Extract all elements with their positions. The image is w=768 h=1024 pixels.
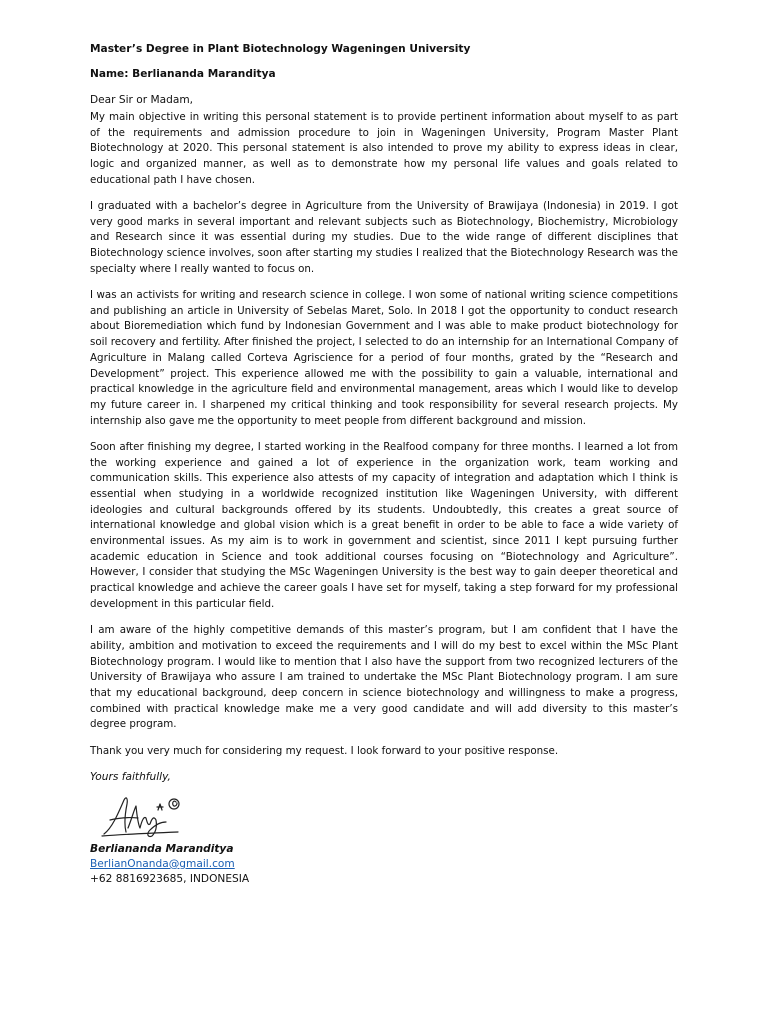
paragraph-objective: My main objective in writing this personal statement is to provide pertinent information about myself to as part of the requirements and admission procedure to join in Wageningen University, Program Master Plant Biotechnology at 2020. This personal statement is also intended to prove my ability to express ideas in clear, logic and organized manner, as well as to demonstrate how my personal life values and goals related to educational path I have chosen. xyxy=(90,111,678,186)
signer-name: Berliananda Maranditya xyxy=(90,842,234,855)
paragraph-education: I graduated with a bachelor’s degree in Agriculture from the University of Brawijaya (Indonesia) in 2019. I got very good marks in several important and relevant subjects such as Biotechnology, Biochemistry, Microbiology and Research since it was essential during my studies. Due to the wide range of different disciplines that Biotechnology science involves, soon after starting my studies I realized that the Biotechnology Research was the specialty where I really wanted to focus on. xyxy=(90,200,678,275)
phone-number: +62 8816923685, INDONESIA xyxy=(90,872,250,885)
closing-line: Yours faithfully, xyxy=(90,770,171,783)
salutation: Dear Sir or Madam, xyxy=(90,94,194,106)
applicant-name-line: Name: Berliananda Maranditya xyxy=(90,68,276,80)
paragraph-thanks: Thank you very much for considering my request. I look forward to your positive response. xyxy=(90,744,559,757)
letter-page xyxy=(90,42,678,887)
paragraph-research: I was an activists for writing and research science in college. I won some of national writing science competitions and publishing an article in University of Sebelas Maret, Solo. In 2018 I got the opportunity to conduct research about Bioremediation which fund by Indonesian Government and I was able to make product biotechnology for soil recovery and fertility. After finished the project, I selected to do an internship for an International Company of Agriculture in Malang called Corteva Agriscience for a period of four months, grated by the “Research and Development” project. This experience allowed me with the possibility to gain a valuable, international and practical knowledge in the agriculture field and environmental management, areas which I would like to develop my future career in. I sharpened my critical thinking and took responsibility for several research projects. My internship also gave me the opportunity to meet people from different background and mission. xyxy=(90,289,678,427)
email-link[interactable]: BerlianOnanda@gmail.com xyxy=(90,857,235,870)
paragraph-motivation: I am aware of the highly competitive demands of this master’s program, but I am confident that I have the ability, ambition and motivation to exceed the requirements and I will do my best to excel within the MSc Plant Biotechnology program. I would like to mention that I also have the support from two recognized lecturers of the University of Brawijaya who assure I am trained to undertake the MSc Plant Biotechnology program. I am sure that my educational background, deep concern in science biotechnology and willingness to make a progress, combined with practical knowledge make me a very good candidate and will add diversity to this master’s degree program. xyxy=(90,624,678,731)
paragraph-work-experience: Soon after finishing my degree, I started working in the Realfood company for three months. I learned a lot from the working experience and gained a lot of experience in the organization work, team working and communication skills. This experience also attests of my capacity of integration and adaptation which I think is essential when studying in a worldwide recognized institution like Wageningen University, with different ideologies and cultural backgrounds offered by its students. Undoubtedly, this creates a great source of international knowledge and global vision which is a great benefit in order to be able to face a wide variety of environmental issues. As my aim is to work in government and scientist, since 2011 I kept pursuing further academic education in Science and took additional courses focusing on “Biotechnology and Agriculture”. However, I consider that studying the MSc Wageningen University is the best way to gain deeper theoretical and practical knowledge and achieve the career goals I have set for myself, taking a step forward for my professional development in this particular field. xyxy=(90,440,678,610)
document-title: Master’s Degree in Plant Biotechnology Wageningen University xyxy=(90,43,471,55)
handwritten-signature xyxy=(98,788,198,840)
